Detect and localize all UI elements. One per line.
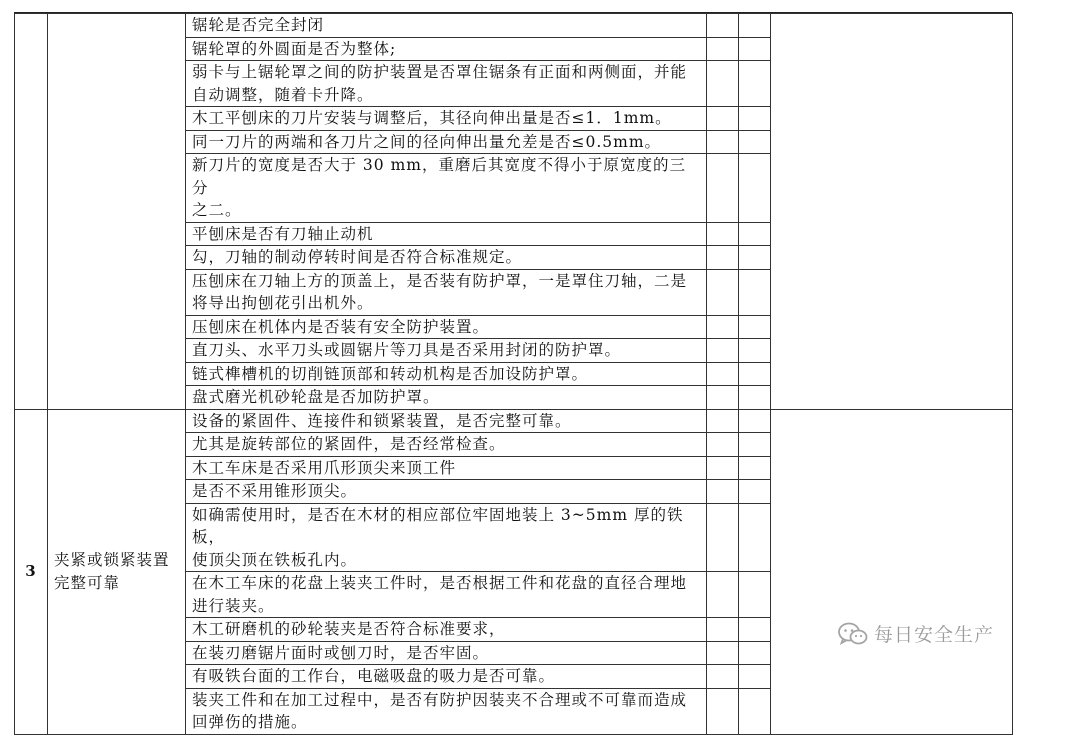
- check-item-cell: [186, 409, 707, 433]
- check-yes-cell: [707, 61, 739, 107]
- check-yes-cell: [707, 246, 739, 270]
- item-text-line: 链式榫槽机的切削链顶部和转动机构是否加设防护罩。: [192, 364, 589, 383]
- check-item-cell: [186, 14, 707, 38]
- check-item-cell: [186, 269, 707, 315]
- item-text-line: 木工车床是否采用爪形顶尖来顶工件: [192, 458, 457, 477]
- check-no-cell: [739, 315, 771, 339]
- check-yes-cell: [707, 37, 739, 61]
- remarks-cell: [771, 409, 1013, 734]
- check-item-cell: [186, 665, 707, 689]
- item-text-line: 弱卡与上锯轮罩之间的防护装置是否罩住锯条有正面和两侧面，并能: [192, 63, 688, 81]
- check-yes-cell: [707, 130, 739, 154]
- item-text-line: 木工平刨床的刀片安装与调整后，其径向伸出量是否≤1．1mm。: [192, 109, 672, 127]
- check-yes-cell: [707, 339, 739, 363]
- check-no-cell: [739, 130, 771, 154]
- item-text-line: 使顶尖顶在铁板孔内。: [192, 550, 358, 569]
- check-no-cell: [739, 246, 771, 270]
- check-no-cell: [739, 269, 771, 315]
- item-text-line: 如确需使用时，是否在木材的相应部位牢固地装上 3~5mm 厚的铁板，: [192, 505, 684, 546]
- check-item-cell: [186, 618, 707, 642]
- check-no-cell: [739, 61, 771, 107]
- check-yes-cell: [707, 665, 739, 689]
- item-text-line: 锯轮罩的外圆面是否为整体;: [192, 39, 397, 58]
- item-text-line: 盘式磨光机砂轮盘是否加防护罩。: [192, 388, 440, 406]
- remarks-cell: [771, 14, 1013, 410]
- check-yes-cell: [707, 315, 739, 339]
- check-item-cell: [186, 362, 707, 386]
- check-item-cell: [186, 61, 707, 107]
- item-text-line: 之二。: [192, 201, 242, 219]
- item-number-cell: [15, 409, 48, 734]
- check-yes-cell: [707, 362, 739, 386]
- check-item-cell: [186, 130, 707, 154]
- item-text-line: 尤其是旋转部位的紧固件，是否经常检查。: [192, 435, 506, 453]
- table-row: [15, 14, 1013, 38]
- item-text-line: 勾，刀轴的制动停转时间是否符合标准规定。: [192, 248, 523, 266]
- check-no-cell: [739, 433, 771, 457]
- check-yes-cell: [707, 480, 739, 504]
- check-no-cell: [739, 362, 771, 386]
- category-cell: [48, 409, 186, 734]
- check-item-cell: [186, 386, 707, 410]
- item-text-line: 同一刀片的两端和各刀片之间的径向伸出量允差是否≤0.5mm。: [192, 132, 662, 151]
- check-yes-cell: [707, 154, 739, 223]
- check-no-cell: [739, 641, 771, 665]
- item-text-line: 回弹伤的措施。: [192, 713, 308, 731]
- check-item-cell: [186, 456, 707, 480]
- check-item-cell: [186, 572, 707, 618]
- item-number: 3: [25, 562, 37, 581]
- wechat-icon: [838, 622, 868, 646]
- check-no-cell: [739, 503, 771, 572]
- check-no-cell: [739, 480, 771, 504]
- check-yes-cell: [707, 572, 739, 618]
- check-no-cell: [739, 409, 771, 433]
- check-yes-cell: [707, 222, 739, 246]
- category-cell: [48, 14, 186, 410]
- item-text-line: 装夹工件和在加工过程中，是否有防护因装夹不合理或不可靠而造成: [192, 690, 688, 709]
- check-yes-cell: [707, 641, 739, 665]
- item-text-line: 自动调整，随着卡升降。: [192, 85, 374, 104]
- check-no-cell: [739, 154, 771, 223]
- item-text-line: 压刨床在机体内是否装有安全防护装置。: [192, 317, 490, 336]
- check-yes-cell: [707, 688, 739, 734]
- check-yes-cell: [707, 618, 739, 642]
- item-text-line: 在木工车床的花盘上装夹工件时，是否根据工件和花盘的直径合理地: [192, 574, 688, 592]
- check-no-cell: [739, 688, 771, 734]
- item-text-line: 是否不采用锥形顶尖。: [192, 482, 358, 500]
- item-text-line: 将导出拘刨花引出机外。: [192, 294, 374, 312]
- check-no-cell: [739, 456, 771, 480]
- check-no-cell: [739, 618, 771, 642]
- item-text-line: 木工研磨机的砂轮装夹是否符合标准要求，: [192, 620, 506, 638]
- check-yes-cell: [707, 386, 739, 410]
- check-no-cell: [739, 14, 771, 38]
- check-no-cell: [739, 107, 771, 131]
- item-text-line: 有吸铁台面的工作台，电磁吸盘的吸力是否可靠。: [192, 667, 556, 685]
- item-text-line: 在装刃磨锯片面时或刨刀时，是否牢固。: [192, 643, 490, 662]
- check-item-cell: [186, 315, 707, 339]
- wechat-watermark: [838, 620, 994, 647]
- check-no-cell: [739, 37, 771, 61]
- item-text-line: 平刨床是否有刀轴止动机: [192, 224, 374, 243]
- check-yes-cell: [707, 503, 739, 572]
- item-text-line: 锯轮是否完全封闭: [192, 16, 325, 34]
- check-item-cell: [186, 688, 707, 734]
- check-yes-cell: [707, 269, 739, 315]
- check-item-cell: [186, 480, 707, 504]
- check-item-cell: [186, 641, 707, 665]
- check-item-cell: [186, 222, 707, 246]
- check-item-cell: [186, 37, 707, 61]
- check-no-cell: [739, 665, 771, 689]
- check-item-cell: [186, 433, 707, 457]
- check-yes-cell: [707, 433, 739, 457]
- check-yes-cell: [707, 409, 739, 433]
- item-text-line: 设备的紧固件、连接件和锁紧装置，是否完整可靠。: [192, 411, 572, 430]
- item-text-line: 新刀片的宽度是否大于 30 mm，重磨后其宽度不得小于原宽度的三分: [192, 156, 686, 197]
- check-item-cell: [186, 339, 707, 363]
- check-yes-cell: [707, 14, 739, 38]
- item-text-line: 直刀头、水平刀头或圆锯片等刀具是否采用封闭的防护罩。: [192, 341, 622, 359]
- category-text-line: 完整可靠: [54, 573, 121, 592]
- check-yes-cell: [707, 107, 739, 131]
- check-item-cell: [186, 246, 707, 270]
- check-item-cell: [186, 107, 707, 131]
- table-row: [15, 409, 1013, 433]
- item-text-line: 进行装夹。: [192, 596, 275, 615]
- check-no-cell: [739, 572, 771, 618]
- check-yes-cell: [707, 456, 739, 480]
- category-text-line: 夹紧或锁紧装置: [54, 551, 170, 569]
- check-no-cell: [739, 222, 771, 246]
- check-item-cell: [186, 503, 707, 572]
- item-number-cell: [15, 14, 48, 410]
- check-no-cell: [739, 339, 771, 363]
- check-no-cell: [739, 386, 771, 410]
- watermark-text: 每日安全生产: [874, 624, 995, 646]
- item-text-line: 压刨床在刀轴上方的顶盖上，是否装有防护罩，一是罩住刀轴，二是: [192, 271, 688, 290]
- check-item-cell: [186, 154, 707, 223]
